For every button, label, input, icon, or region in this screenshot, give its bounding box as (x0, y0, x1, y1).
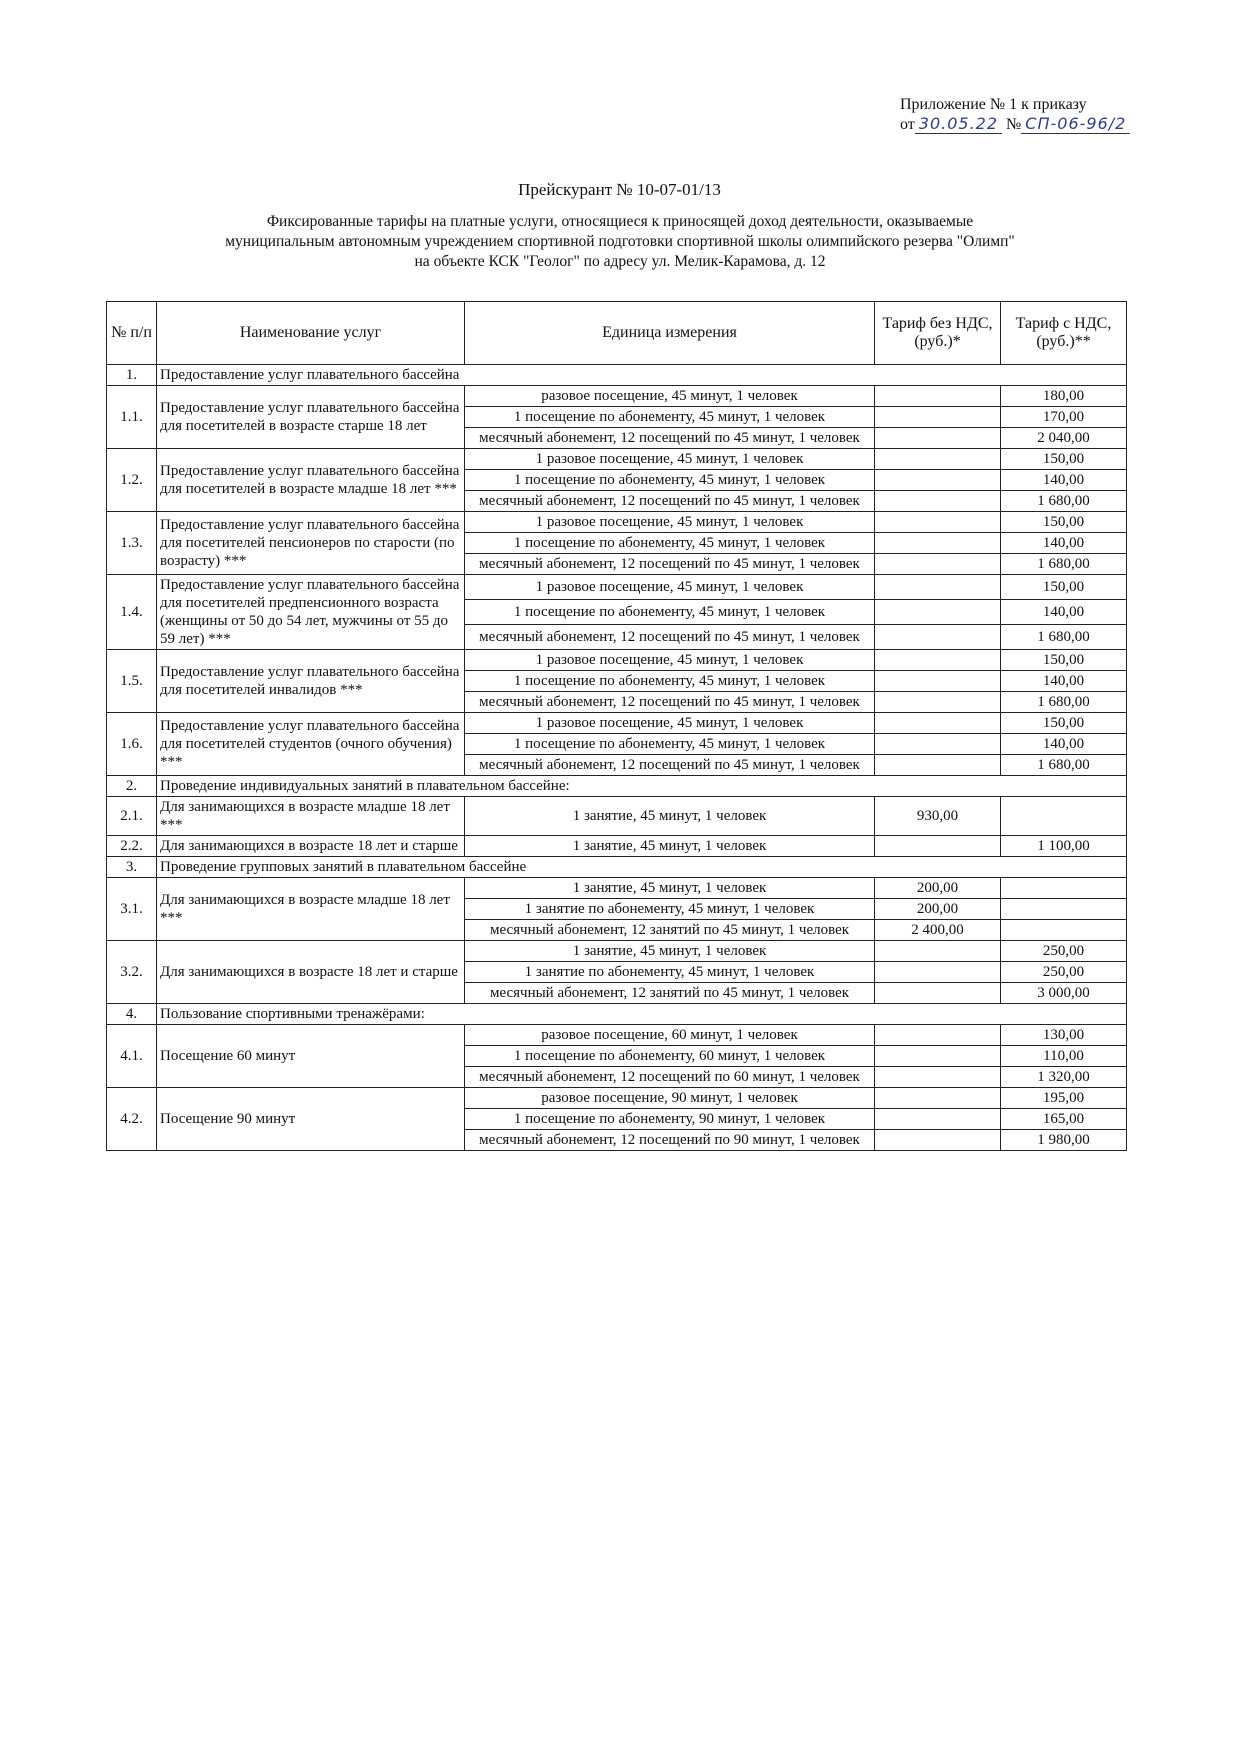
price-no-vat-cell (875, 600, 1001, 625)
price-no-vat-cell: 200,00 (875, 899, 1001, 920)
price-vat-cell: 165,00 (1001, 1109, 1127, 1130)
price-no-vat-cell (875, 554, 1001, 575)
price-no-vat-cell (875, 650, 1001, 671)
service-number: 3.2. (107, 941, 157, 1004)
service-name: Предоставление услуг плавательного бассейна для посетителей в возрасте младше 18 лет *** (157, 449, 465, 512)
price-no-vat-cell (875, 386, 1001, 407)
price-no-vat-cell (875, 1025, 1001, 1046)
unit-cell: 1 посещение по абонементу, 45 минут, 1 человек (465, 470, 875, 491)
price-no-vat-cell (875, 671, 1001, 692)
unit-cell: 1 посещение по абонементу, 45 минут, 1 человек (465, 671, 875, 692)
table-row (107, 449, 1127, 470)
table-row (107, 1025, 1127, 1046)
price-list-title: Прейскурант № 10-07-01/13 (518, 180, 721, 199)
header-num: № п/п (107, 302, 157, 365)
unit-cell: 1 посещение по абонементу, 45 минут, 1 человек (465, 734, 875, 755)
price-no-vat-cell (875, 734, 1001, 755)
price-no-vat-cell (875, 512, 1001, 533)
price-no-vat-cell (875, 1067, 1001, 1088)
price-no-vat-cell (875, 755, 1001, 776)
price-no-vat-cell (875, 836, 1001, 857)
section-title: Проведение индивидуальных занятий в плавательном бассейне: (157, 776, 1127, 797)
price-vat-cell: 250,00 (1001, 941, 1127, 962)
price-no-vat-cell (875, 533, 1001, 554)
section-title: Пользование спортивными тренажёрами: (157, 1004, 1127, 1025)
unit-cell: месячный абонемент, 12 посещений по 45 минут, 1 человек (465, 692, 875, 713)
price-list-subtitle (150, 212, 1090, 272)
price-no-vat-cell (875, 941, 1001, 962)
service-name: Предоставление услуг плавательного бассейна для посетителей в возрасте старше 18 лет (157, 386, 465, 449)
price-no-vat-cell (875, 470, 1001, 491)
price-vat-cell: 1 100,00 (1001, 836, 1127, 857)
appendix-order-line (900, 114, 1130, 134)
table-row (107, 941, 1127, 962)
price-vat-cell: 150,00 (1001, 575, 1127, 600)
price-no-vat-cell (875, 983, 1001, 1004)
section-title: Предоставление услуг плавательного бассейна (157, 365, 1127, 386)
price-vat-cell: 110,00 (1001, 1046, 1127, 1067)
unit-cell: 1 занятие по абонементу, 45 минут, 1 человек (465, 899, 875, 920)
unit-cell: 1 посещение по абонементу, 45 минут, 1 человек (465, 600, 875, 625)
section-number: 3. (107, 857, 157, 878)
unit-cell: 1 занятие, 45 минут, 1 человек (465, 797, 875, 836)
unit-cell: разовое посещение, 45 минут, 1 человек (465, 386, 875, 407)
table-row (107, 836, 1127, 857)
unit-cell: 1 посещение по абонементу, 60 минут, 1 человек (465, 1046, 875, 1067)
table-row (107, 797, 1127, 836)
unit-cell: разовое посещение, 60 минут, 1 человек (465, 1025, 875, 1046)
appendix-line: Приложение № 1 к приказу (900, 96, 1087, 113)
unit-cell: 1 посещение по абонементу, 45 минут, 1 человек (465, 533, 875, 554)
unit-cell: месячный абонемент, 12 посещений по 45 минут, 1 человек (465, 428, 875, 449)
service-name: Предоставление услуг плавательного бассейна для посетителей пенсионеров по старости (по возрасту) *** (157, 512, 465, 575)
unit-cell: месячный абонемент, 12 занятий по 45 минут, 1 человек (465, 983, 875, 1004)
price-vat-cell: 250,00 (1001, 962, 1127, 983)
price-vat-cell (1001, 878, 1127, 899)
price-vat-cell: 195,00 (1001, 1088, 1127, 1109)
price-vat-cell (1001, 797, 1127, 836)
price-no-vat-cell (875, 1109, 1001, 1130)
number-label: № (1006, 116, 1022, 133)
price-vat-cell: 180,00 (1001, 386, 1127, 407)
unit-cell: месячный абонемент, 12 посещений по 90 минут, 1 человек (465, 1130, 875, 1151)
table-row (107, 512, 1127, 533)
service-number: 2.1. (107, 797, 157, 836)
price-vat-cell: 1 680,00 (1001, 491, 1127, 512)
price-no-vat-cell (875, 625, 1001, 650)
table-row (107, 713, 1127, 734)
subtitle-line: Фиксированные тарифы на платные услуги, относящиеся к приносящей доход деятельности, оказываемые (266, 213, 974, 230)
service-number: 1.2. (107, 449, 157, 512)
price-vat-cell: 1 680,00 (1001, 625, 1127, 650)
service-name: Предоставление услуг плавательного бассейна для посетителей инвалидов *** (157, 650, 465, 713)
price-vat-cell: 150,00 (1001, 650, 1127, 671)
price-no-vat-cell (875, 1088, 1001, 1109)
service-name: Для занимающихся в возрасте младше 18 лет *** (157, 797, 465, 836)
unit-cell: 1 разовое посещение, 45 минут, 1 человек (465, 512, 875, 533)
unit-cell: 1 посещение по абонементу, 45 минут, 1 человек (465, 407, 875, 428)
service-number: 4.1. (107, 1025, 157, 1088)
price-vat-cell: 130,00 (1001, 1025, 1127, 1046)
unit-cell: месячный абонемент, 12 посещений по 60 минут, 1 человек (465, 1067, 875, 1088)
price-no-vat-cell: 2 400,00 (875, 920, 1001, 941)
price-vat-cell: 3 000,00 (1001, 983, 1127, 1004)
service-number: 4.2. (107, 1088, 157, 1151)
price-vat-cell: 1 680,00 (1001, 755, 1127, 776)
price-vat-cell: 140,00 (1001, 671, 1127, 692)
from-label: от (900, 116, 915, 133)
price-no-vat-cell (875, 962, 1001, 983)
price-vat-cell: 140,00 (1001, 600, 1127, 625)
service-number: 3.1. (107, 878, 157, 941)
unit-cell: месячный абонемент, 12 посещений по 45 минут, 1 человек (465, 491, 875, 512)
price-vat-cell: 140,00 (1001, 533, 1127, 554)
service-name: Предоставление услуг плавательного бассейна для посетителей предпенсионного возраста (женщины от 50 до 54 лет, мужчины от 55 до 59 лет) *** (157, 575, 465, 650)
section-number: 1. (107, 365, 157, 386)
unit-cell: 1 занятие по абонементу, 45 минут, 1 человек (465, 962, 875, 983)
price-vat-cell: 1 680,00 (1001, 692, 1127, 713)
price-no-vat-cell (875, 491, 1001, 512)
unit-cell: месячный абонемент, 12 посещений по 45 минут, 1 человек (465, 554, 875, 575)
price-vat-cell (1001, 899, 1127, 920)
price-vat-cell: 1 680,00 (1001, 554, 1127, 575)
section-title: Проведение групповых занятий в плавательном бассейне (157, 857, 1127, 878)
service-number: 1.1. (107, 386, 157, 449)
service-name: Для занимающихся в возрасте младше 18 лет *** (157, 878, 465, 941)
service-number: 2.2. (107, 836, 157, 857)
unit-cell: 1 разовое посещение, 45 минут, 1 человек (465, 650, 875, 671)
unit-cell: 1 посещение по абонементу, 90 минут, 1 человек (465, 1109, 875, 1130)
price-vat-cell: 150,00 (1001, 512, 1127, 533)
subtitle-line: на объекте КСК "Геолог" по адресу ул. Мелик-Карамова, д. 12 (414, 253, 826, 270)
table-row (107, 650, 1127, 671)
section-number: 4. (107, 1004, 157, 1025)
table-row (107, 1088, 1127, 1109)
section-row (107, 365, 1127, 386)
table-row (107, 575, 1127, 600)
price-vat-cell: 2 040,00 (1001, 428, 1127, 449)
price-no-vat-cell (875, 1046, 1001, 1067)
table-header-row (107, 302, 1127, 365)
price-no-vat-cell (875, 428, 1001, 449)
unit-cell: 1 разовое посещение, 45 минут, 1 человек (465, 575, 875, 600)
unit-cell: 1 занятие, 45 минут, 1 человек (465, 878, 875, 899)
handwritten-date: 30.05.22 (915, 114, 1002, 134)
unit-cell: месячный абонемент, 12 посещений по 45 минут, 1 человек (465, 625, 875, 650)
header-vat: Тариф с НДС, (руб.)** (1001, 302, 1127, 365)
subtitle-line: муниципальным автономным учреждением спортивной подготовки спортивной школы олимпийского резерва "Олимп" (225, 233, 1015, 250)
unit-cell: 1 разовое посещение, 45 минут, 1 человек (465, 449, 875, 470)
service-name: Для занимающихся в возрасте 18 лет и старше (157, 836, 465, 857)
unit-cell: 1 занятие, 45 минут, 1 человек (465, 941, 875, 962)
table-row (107, 386, 1127, 407)
service-number: 1.6. (107, 713, 157, 776)
service-name: Для занимающихся в возрасте 18 лет и старше (157, 941, 465, 1004)
price-vat-cell: 1 980,00 (1001, 1130, 1127, 1151)
table-row (107, 878, 1127, 899)
header-unit: Единица измерения (465, 302, 875, 365)
unit-cell: 1 занятие, 45 минут, 1 человек (465, 836, 875, 857)
service-number: 1.3. (107, 512, 157, 575)
unit-cell: 1 разовое посещение, 45 минут, 1 человек (465, 713, 875, 734)
price-vat-cell (1001, 920, 1127, 941)
price-vat-cell: 1 320,00 (1001, 1067, 1127, 1088)
price-no-vat-cell (875, 407, 1001, 428)
unit-cell: месячный абонемент, 12 посещений по 45 минут, 1 человек (465, 755, 875, 776)
price-no-vat-cell (875, 692, 1001, 713)
appendix-reference (900, 95, 1130, 134)
price-no-vat-cell (875, 713, 1001, 734)
price-no-vat-cell (875, 575, 1001, 600)
service-number: 1.5. (107, 650, 157, 713)
price-table (106, 301, 1127, 1151)
price-no-vat-cell: 200,00 (875, 878, 1001, 899)
service-name: Посещение 90 минут (157, 1088, 465, 1151)
price-no-vat-cell (875, 1130, 1001, 1151)
unit-cell: месячный абонемент, 12 занятий по 45 минут, 1 человек (465, 920, 875, 941)
header-no-vat: Тариф без НДС, (руб.)* (875, 302, 1001, 365)
price-vat-cell: 150,00 (1001, 713, 1127, 734)
price-vat-cell: 140,00 (1001, 470, 1127, 491)
price-vat-cell: 150,00 (1001, 449, 1127, 470)
header-name: Наименование услуг (157, 302, 465, 365)
section-row (107, 857, 1127, 878)
service-number: 1.4. (107, 575, 157, 650)
service-name: Посещение 60 минут (157, 1025, 465, 1088)
handwritten-order-number: СП-06-96/2 (1021, 114, 1130, 134)
unit-cell: разовое посещение, 90 минут, 1 человек (465, 1088, 875, 1109)
section-number: 2. (107, 776, 157, 797)
price-no-vat-cell: 930,00 (875, 797, 1001, 836)
section-row (107, 1004, 1127, 1025)
price-no-vat-cell (875, 449, 1001, 470)
section-row (107, 776, 1127, 797)
service-name: Предоставление услуг плавательного бассейна для посетителей студентов (очного обучения) *** (157, 713, 465, 776)
price-vat-cell: 140,00 (1001, 734, 1127, 755)
price-vat-cell: 170,00 (1001, 407, 1127, 428)
